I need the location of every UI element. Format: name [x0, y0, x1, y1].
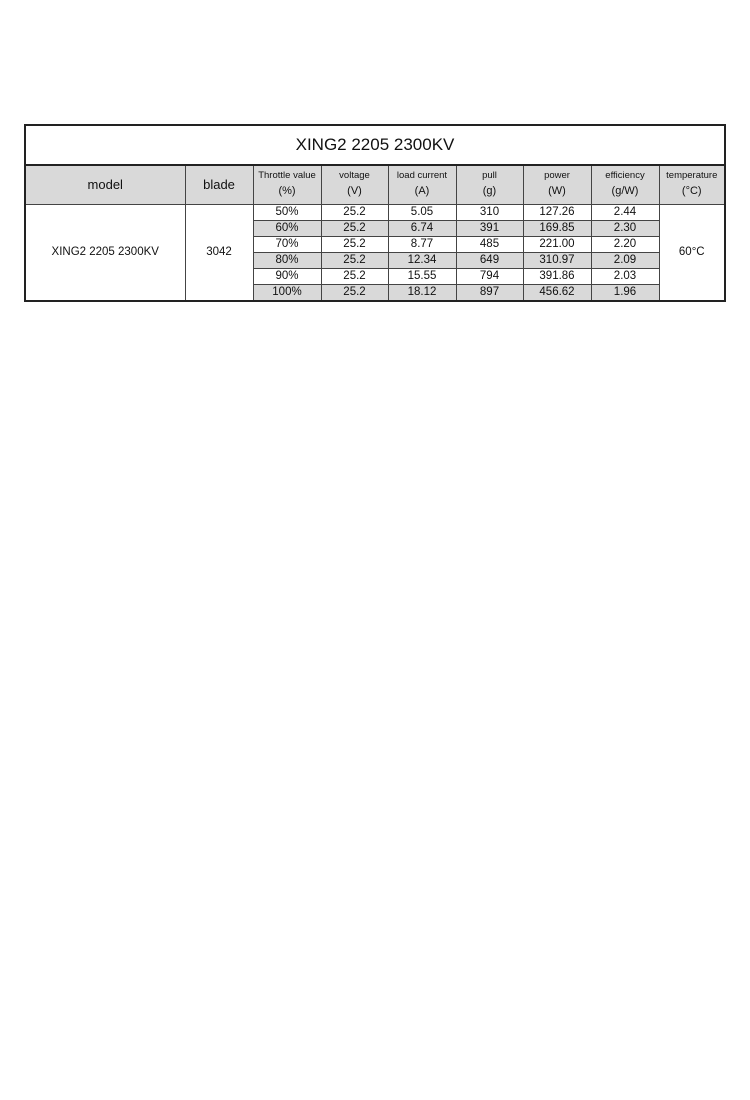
table-title: XING2 2205 2300KV: [26, 126, 724, 165]
motor-spec-table: [26, 126, 724, 300]
throttle-cell: 90%: [253, 269, 321, 285]
pull-cell: 485: [456, 237, 523, 253]
model-cell: XING2 2205 2300KV: [26, 205, 185, 301]
header-power: power (W): [523, 165, 591, 205]
power-cell: 456.62: [523, 285, 591, 301]
pull-cell: 794: [456, 269, 523, 285]
current-cell: 18.12: [388, 285, 456, 301]
throttle-cell: 100%: [253, 285, 321, 301]
header-row: [26, 165, 724, 205]
throttle-cell: 50%: [253, 205, 321, 221]
efficiency-cell: 2.20: [591, 237, 659, 253]
current-cell: 5.05: [388, 205, 456, 221]
current-cell: 8.77: [388, 237, 456, 253]
efficiency-cell: 1.96: [591, 285, 659, 301]
power-cell: 221.00: [523, 237, 591, 253]
pull-cell: 897: [456, 285, 523, 301]
temperature-cell: 60°C: [659, 205, 724, 301]
header-temperature: temperature (°C): [659, 165, 724, 205]
voltage-cell: 25.2: [321, 237, 388, 253]
power-cell: 169.85: [523, 221, 591, 237]
header-efficiency: efficiency (g/W): [591, 165, 659, 205]
header-blade: blade: [185, 165, 253, 205]
throttle-cell: 60%: [253, 221, 321, 237]
blade-cell: 3042: [185, 205, 253, 301]
voltage-cell: 25.2: [321, 253, 388, 269]
header-voltage: voltage (V): [321, 165, 388, 205]
header-load-current: load current (A): [388, 165, 456, 205]
power-cell: 127.26: [523, 205, 591, 221]
header-throttle: Throttle value (%): [253, 165, 321, 205]
efficiency-cell: 2.09: [591, 253, 659, 269]
pull-cell: 391: [456, 221, 523, 237]
current-cell: 6.74: [388, 221, 456, 237]
voltage-cell: 25.2: [321, 221, 388, 237]
voltage-cell: 25.2: [321, 269, 388, 285]
voltage-cell: 25.2: [321, 205, 388, 221]
power-cell: 391.86: [523, 269, 591, 285]
efficiency-cell: 2.44: [591, 205, 659, 221]
spec-table-container: [24, 124, 726, 302]
current-cell: 15.55: [388, 269, 456, 285]
current-cell: 12.34: [388, 253, 456, 269]
efficiency-cell: 2.30: [591, 221, 659, 237]
efficiency-cell: 2.03: [591, 269, 659, 285]
pull-cell: 310: [456, 205, 523, 221]
power-cell: 310.97: [523, 253, 591, 269]
header-pull: pull (g): [456, 165, 523, 205]
table-row: [26, 205, 724, 221]
pull-cell: 649: [456, 253, 523, 269]
voltage-cell: 25.2: [321, 285, 388, 301]
throttle-cell: 80%: [253, 253, 321, 269]
throttle-cell: 70%: [253, 237, 321, 253]
header-model: model: [26, 165, 185, 205]
